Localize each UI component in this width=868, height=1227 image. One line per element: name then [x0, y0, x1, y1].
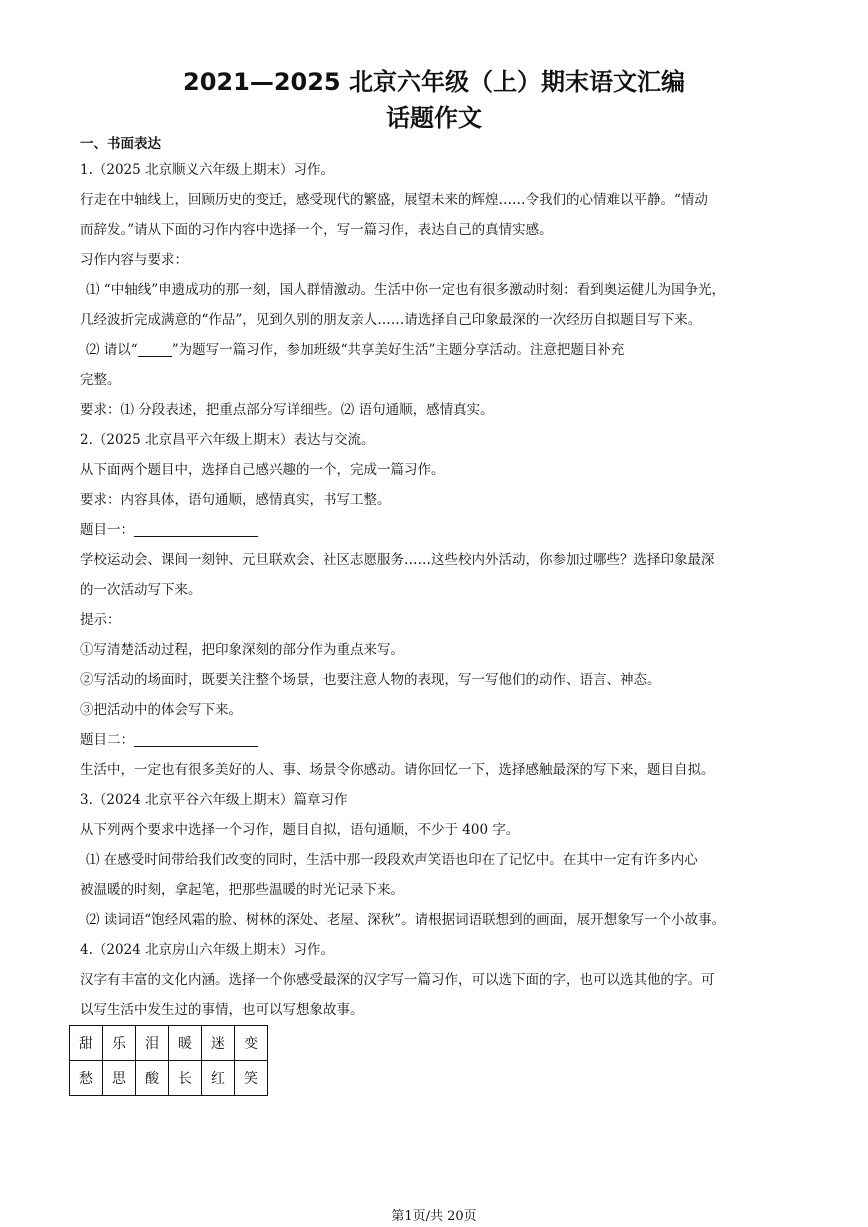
table-cell: 红: [202, 1061, 235, 1096]
hint-line: ③把活动中的体会写下来。: [80, 702, 242, 718]
topic-one-label: 题目一：: [80, 522, 134, 538]
table-cell: 长: [169, 1061, 202, 1096]
table-cell: 乐: [103, 1026, 136, 1061]
paragraph-line: 而辞发。”请从下面的习作内容中选择一个，写一篇习作，表达自己的真情实感。: [80, 222, 553, 238]
text-span: ”为题写一篇习作，参加班级“共享美好生活”主题分享活动。注意把题目补充: [171, 342, 625, 358]
table-cell: 暖: [169, 1026, 202, 1061]
paragraph-line: 学校运动会、课间一刻钟、元旦联欢会、社区志愿服务……这些校内外活动，你参加过哪些？选择印象最深: [80, 552, 715, 568]
paragraph-line-with-blank: [80, 335, 792, 365]
topic-two-label: 题目二：: [80, 732, 134, 748]
paragraph-line: 以写生活中发生过的事情，也可以写想象故事。: [80, 1002, 364, 1018]
paragraph-line: 习作内容与要求：: [80, 252, 188, 268]
table-cell: 泪: [136, 1026, 169, 1061]
paragraph-line: 从下面两个题目中，选择自己感兴趣的一个，完成一篇习作。: [80, 462, 445, 478]
paragraph-line: 提示：: [80, 612, 121, 628]
hint-line: ②写活动的场面时，既要关注整个场景，也要注意人物的表现，写一写他们的动作、语言、神态。: [80, 672, 661, 688]
paragraph-line: ⑴ “中轴线”申遗成功的那一刻，国人群情激动。生活中你一定也有很多激动时刻：看到奥运健儿为国争光，: [86, 282, 726, 298]
paragraph-line: 的一次活动写下来。: [80, 582, 202, 598]
topic-two-line: [80, 725, 792, 755]
character-table: [69, 1025, 268, 1096]
table-cell: 愁: [70, 1061, 103, 1096]
table-row: [70, 1061, 268, 1096]
topic-one-line: [80, 515, 792, 545]
table-row: [70, 1026, 268, 1061]
question-3-header: 3.（2024 北京平谷六年级上期末）篇章习作: [80, 792, 348, 808]
document-title: 2021—2025 北京六年级（上）期末语文汇编: [183, 68, 685, 96]
question-1-header: 1.（2025 北京顺义六年级上期末）习作。: [80, 162, 335, 178]
paragraph-line: 行走在中轴线上，回顾历史的变迁，感受现代的繁盛，展望未来的辉煌……令我们的心情难以平静。“情动: [80, 192, 708, 208]
table-cell: 迷: [202, 1026, 235, 1061]
paragraph-line: 要求：内容具体，语句通顺，感情真实，书写工整。: [80, 492, 391, 508]
fill-in-blank: [138, 342, 172, 357]
paragraph-line: 汉字有丰富的文化内涵。选择一个你感受最深的汉字写一篇习作，可以选下面的字，也可以选其他的字。可: [80, 972, 715, 988]
hint-line: ①写清楚活动过程，把印象深刻的部分作为重点来写。: [80, 642, 404, 658]
paragraph-line: 要求：⑴ 分段表述，把重点部分写详细些。⑵ 语句通顺，感情真实。: [80, 402, 494, 418]
page-footer: 第1页/共 20页: [391, 1209, 477, 1224]
paragraph-line: 从下列两个要求中选择一个习作，题目自拟，语句通顺，不少于 400 字。: [80, 822, 520, 838]
section-heading: 一、书面表达: [80, 136, 161, 152]
paragraph-line: 被温暖的时刻，拿起笔，把那些温暖的时光记录下来。: [80, 882, 404, 898]
title-blank: [134, 522, 258, 537]
table-cell: 甜: [70, 1026, 103, 1061]
text-span: ⑵ 请以“: [86, 342, 138, 358]
paragraph-line: 生活中，一定也有很多美好的人、事、场景令你感动。请你回忆一下，选择感触最深的写下来，题目自拟。: [80, 762, 715, 778]
title-blank: [134, 732, 258, 747]
table-cell: 酸: [136, 1061, 169, 1096]
question-2-header: 2.（2025 北京昌平六年级上期末）表达与交流。: [80, 432, 375, 448]
document-body: [80, 133, 792, 1025]
table-cell: 笑: [235, 1061, 268, 1096]
question-4-header: 4.（2024 北京房山六年级上期末）习作。: [80, 942, 335, 958]
table-cell: 思: [103, 1061, 136, 1096]
paragraph-line: ⑴ 在感受时间带给我们改变的同时，生活中那一段段欢声笑语也印在了记忆中。在其中一定有许多内心: [86, 852, 698, 868]
paragraph-line: 几经波折完成满意的“作品”，见到久别的朋友亲人……请选择自己印象最深的一次经历自拟题目写下来。: [80, 312, 702, 328]
paragraph-line: 完整。: [80, 372, 121, 388]
document-subtitle: 话题作文: [386, 104, 482, 132]
paragraph-line: ⑵ 读词语“饱经风霜的脸、树林的深处、老屋、深秋”。请根据词语联想到的画面，展开想象写一个小故事。: [86, 912, 726, 928]
table-cell: 变: [235, 1026, 268, 1061]
